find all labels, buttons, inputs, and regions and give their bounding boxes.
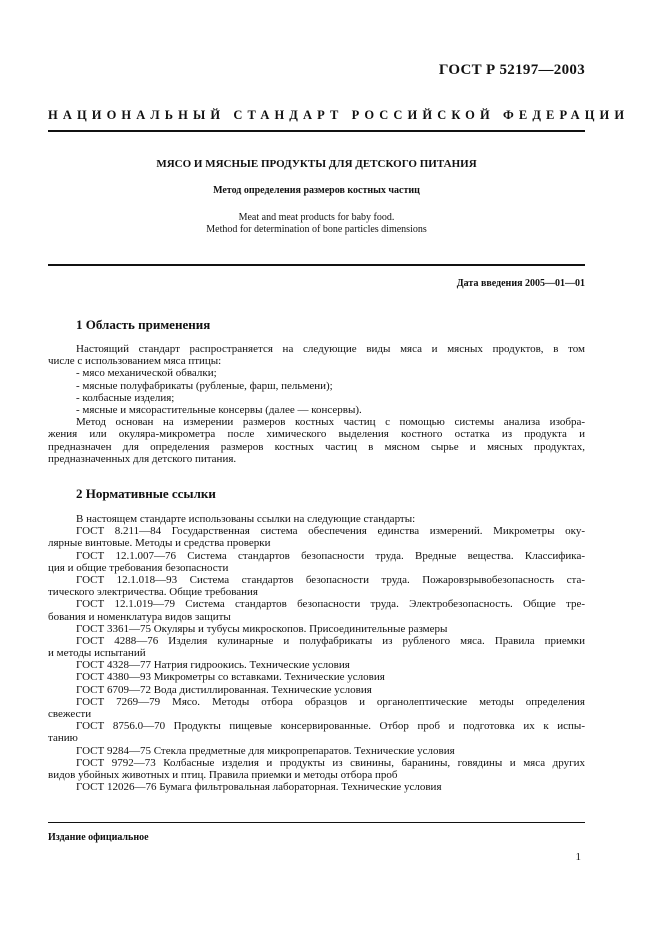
reference-line: ГОСТ 9792—73 Колбасные изделия и продукты из свинины, баранины, говядины и мяса других xyxy=(76,756,585,769)
reference-line: бования и номенклатура видов защиты xyxy=(48,610,231,623)
reference-line: ГОСТ 8756.0—70 Продукты пищевые консервированные. Отбор проб и подготовка их к испы- xyxy=(76,720,585,733)
reference-line: ГОСТ 4288—76 Изделия кулинарные и полуфабрикаты из рубленого мяса. Правила приемки xyxy=(76,634,585,647)
reference-line: танию xyxy=(48,732,78,745)
reference-line: ГОСТ 3361—75 Окуляры и тубусы микроскопов. Присоединительные размеры xyxy=(76,622,448,635)
reference-line: ГОСТ 6709—72 Вода дистиллированная. Технические условия xyxy=(76,683,372,696)
reference-line: лярные винтовые. Методы и средства проверки xyxy=(48,537,271,550)
reference-line: ГОСТ 4380—93 Микрометры со вставками. Технические условия xyxy=(76,671,385,684)
list-item: - мясные и мясорастительные консервы (далее — консервы). xyxy=(76,403,362,416)
text-line: В настоящем стандарте использованы ссылки на следующие стандарты: xyxy=(76,513,416,525)
section-references-body xyxy=(48,513,585,793)
reference-line: ГОСТ 4328—77 Натрия гидроокись. Технические условия xyxy=(76,659,350,672)
document-title: МЯСО И МЯСНЫЕ ПРОДУКТЫ ДЛЯ ДЕТСКОГО ПИТАНИЯ xyxy=(156,158,477,170)
list-item: - мясо механической обвалки; xyxy=(76,367,217,380)
reference-line: ГОСТ 12026—76 Бумага фильтровальная лабораторная. Технические условия xyxy=(76,781,442,794)
reference-line: и методы испытаний xyxy=(48,647,146,660)
footer-rule xyxy=(48,822,585,823)
reference-line: ГОСТ 8.211—84 Государственная система обеспечения единства измерений. Микрометры оку- xyxy=(76,525,585,538)
reference-line: ГОСТ 12.1.019—79 Система стандартов безопасности труда. Электробезопасность. Общие тре- xyxy=(76,598,585,611)
section-scope-body xyxy=(48,343,585,465)
section-heading-scope: 1 Область применения xyxy=(76,317,211,332)
english-title-line: Meat and meat products for baby food. xyxy=(238,212,395,223)
reference-line: ГОСТ 9284—75 Стекла предметные для микропрепаратов. Технические условия xyxy=(76,744,455,757)
national-standard-title: НАЦИОНАЛЬНЫЙ СТАНДАРТ РОССИЙСКОЙ ФЕДЕРАЦИИ xyxy=(48,108,630,122)
list-item: - колбасные изделия; xyxy=(76,391,175,404)
text-line: предназначенных для детского питания. xyxy=(48,452,237,465)
reference-line: ция и общие требования безопасности xyxy=(48,561,229,574)
page-number: 1 xyxy=(575,851,581,863)
reference-line: видов убойных животных и птиц. Правила приемки и методы отбора проб xyxy=(48,768,398,781)
text-line: жения или окуляра-микрометра после химического выделения костного остатка из продукта и xyxy=(48,428,585,441)
reference-line: ГОСТ 12.1.007—76 Система стандартов безопасности труда. Вредные вещества. Классифика- xyxy=(76,549,585,562)
header-rule xyxy=(48,130,585,132)
text-line: Метод основан на измерении размеров костных частиц с помощью системы анализа изобра- xyxy=(76,416,585,429)
text-line: Настоящий стандарт распространяется на следующие виды мяса и мясных продуктов, в том xyxy=(76,343,585,355)
text-line: предназначен для определения размеров костных частиц в мясном сырье и мясных продуктах, xyxy=(48,440,585,453)
section-heading-references: 2 Нормативные ссылки xyxy=(76,486,216,501)
introduction-date: Дата введения 2005—01—01 xyxy=(456,278,585,289)
reference-line: свежести xyxy=(48,708,92,720)
text-line: числе с использованием мяса птицы: xyxy=(48,355,222,368)
reference-line: тического электричества. Общие требования xyxy=(48,586,258,599)
edition-label: Издание официальное xyxy=(48,832,149,843)
title-rule xyxy=(48,264,585,266)
english-title-line: Method for determination of bone particles dimensions xyxy=(206,224,427,235)
gost-number: ГОСТ Р 52197—2003 xyxy=(438,62,585,78)
reference-line: ГОСТ 7269—79 Мясо. Методы отбора образцов и органолептические методы определения xyxy=(76,695,585,708)
document-subtitle: Метод определения размеров костных частиц xyxy=(213,185,420,196)
document-title-english xyxy=(48,212,585,236)
reference-line: ГОСТ 12.1.018—93 Система стандартов безопасности труда. Пожаровзрывобезопасность ста- xyxy=(76,573,585,586)
list-item: - мясные полуфабрикаты (рубленые, фарш, пельмени); xyxy=(76,379,333,392)
